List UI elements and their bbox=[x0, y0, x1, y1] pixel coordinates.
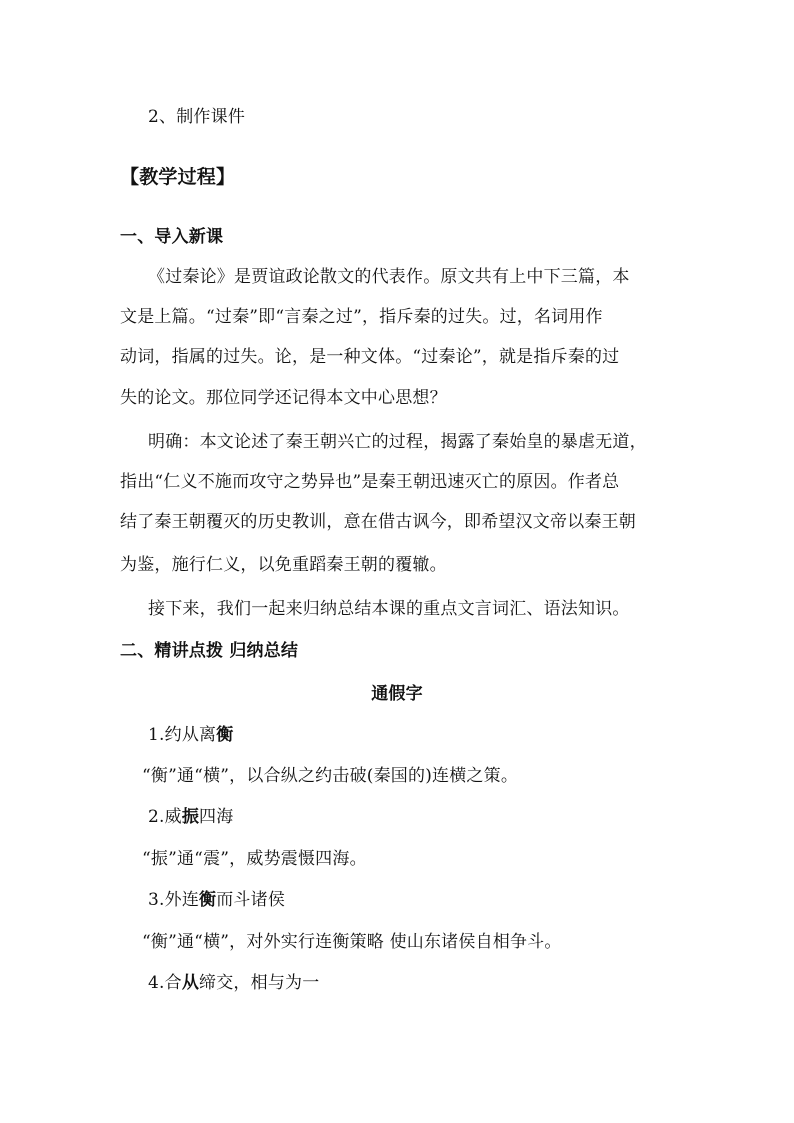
item-2-explanation: “振”通“震”，威势震慑四海。 bbox=[142, 849, 367, 869]
para3: 接下来，我们一起来归纳总结本课的重点文言词汇、语法知识。 bbox=[148, 599, 630, 619]
section-title: 【教学过程】 bbox=[120, 166, 236, 188]
item-2-sentence: 2.威振四海 bbox=[148, 807, 234, 827]
para1-line-3: 动词，指属的过失。论，是一种文体。“过秦论”，就是指斥秦的过 bbox=[120, 347, 620, 367]
item-3-sentence: 3.外连衡而斗诸侯 bbox=[148, 890, 286, 910]
para1-line-2: 文是上篇。“过秦”即“言秦之过”，指斥秦的过失。过，名词用作 bbox=[120, 307, 603, 327]
para2-line-2: 指出“仁义不施而攻守之势异也”是秦王朝迅速灭亡的原因。作者总 bbox=[120, 472, 620, 492]
item-4-sentence: 4.合从缔交，相与为一 bbox=[148, 973, 320, 993]
para1-line-1: 《过秦论》是贾谊政论散文的代表作。原文共有上中下三篇，本 bbox=[148, 267, 630, 287]
para2-line-1: 明确：本文论述了秦王朝兴亡的过程，揭露了秦始皇的暴虐无道， bbox=[148, 432, 647, 452]
subheading-tongjiazi: 通假字 bbox=[371, 684, 423, 704]
para2-line-3: 结了秦王朝覆灭的历史教训，意在借古讽今，即希望汉文帝以秦王朝 bbox=[120, 512, 636, 532]
item-4-key-char: 从 bbox=[181, 973, 200, 993]
prep-item-2: 2、制作课件 bbox=[148, 107, 246, 127]
para1-line-4: 失的论文。那位同学还记得本文中心思想？ bbox=[120, 388, 447, 408]
item-1-explanation: “衡”通“横”，以合纵之约击破(秦国的)连横之策。 bbox=[142, 766, 519, 786]
para2-line-4: 为鉴，施行仁义，以免重蹈秦王朝的覆辙。 bbox=[120, 555, 447, 575]
item-1-key-char: 衡 bbox=[216, 725, 234, 745]
item-2-key-char: 振 bbox=[181, 807, 200, 827]
item-3-key-char: 衡 bbox=[199, 890, 217, 910]
part2-heading: 二、精讲点拨 归纳总结 bbox=[120, 641, 299, 661]
item-3-explanation: “衡”通“横”，对外实行连衡策略 使山东诸侯自相争斗。 bbox=[142, 932, 562, 952]
item-1-sentence: 1.约从离衡 bbox=[148, 725, 234, 745]
part1-heading: 一、导入新课 bbox=[120, 227, 224, 247]
